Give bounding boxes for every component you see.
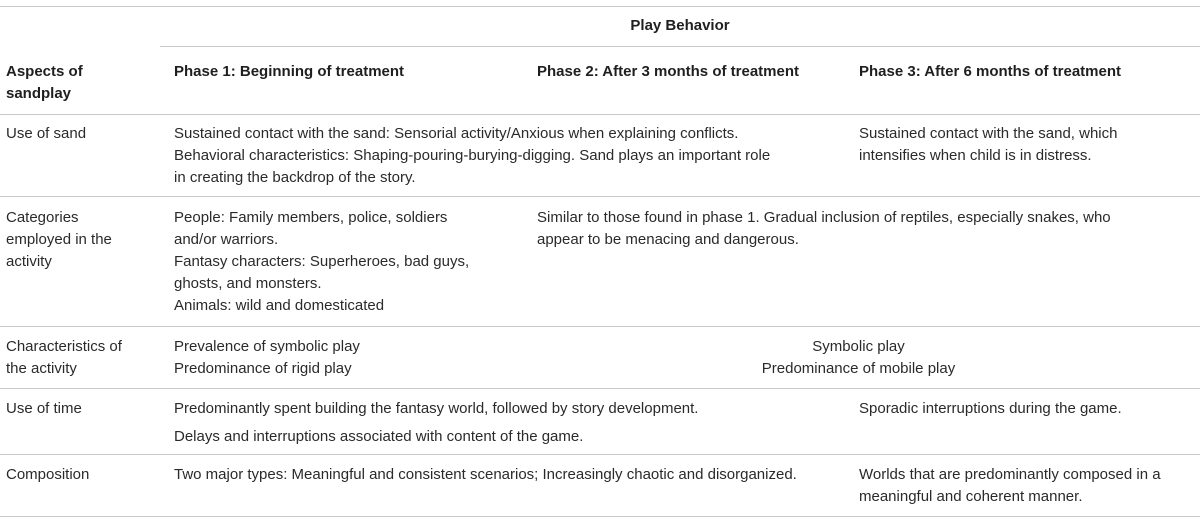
- composition-phase1-2: [174, 464, 797, 486]
- aspect-use-of-time: [6, 398, 82, 420]
- table-bottom-rule: [0, 516, 1200, 517]
- composition-phase3: [859, 464, 1161, 508]
- cell-line: Similar to those found in phase 1. Gradual inclusion of reptiles, especially snakes, who: [537, 209, 1111, 226]
- aspects-column-header: [6, 61, 83, 105]
- play-behavior-heading: Play Behavior: [630, 17, 730, 34]
- row-rule: [0, 326, 1200, 327]
- aspect-line: employed in the: [6, 231, 112, 248]
- aspect-line: Categories: [6, 209, 79, 226]
- row-rule: [0, 454, 1200, 455]
- cell-line: Predominance of mobile play: [761, 360, 956, 377]
- categories-phase1: [174, 207, 469, 317]
- cell-line: Symbolic play: [812, 338, 905, 355]
- cell-line: Worlds that are predominantly composed in a: [859, 466, 1161, 483]
- aspect-line: activity: [6, 253, 52, 270]
- aspect-line: the activity: [6, 360, 77, 377]
- use-of-sand-phase1-2: [174, 123, 770, 189]
- aspect-line: Characteristics of: [6, 338, 122, 355]
- header-line: Aspects of: [6, 63, 83, 80]
- cell-line: Fantasy characters: Superheroes, bad guys,: [174, 253, 470, 270]
- categories-phase2-3: [537, 207, 1111, 251]
- cell-line: Predominance of rigid play: [174, 360, 352, 377]
- characteristics-phase2-3: [537, 336, 1180, 380]
- cell-line: Sporadic interruptions during the game.: [859, 400, 1122, 417]
- cell-line: Sustained contact with the sand, which: [859, 125, 1118, 142]
- phase1-column-header: Phase 1: Beginning of treatment: [174, 63, 405, 80]
- cell-line: meaningful and coherent manner.: [859, 488, 1083, 505]
- cell-line: Delays and interruptions associated with content of the game.: [174, 428, 584, 445]
- header-bottom-rule: [0, 114, 1200, 115]
- aspect-categories: [6, 207, 112, 273]
- table-top-rule: [0, 6, 1200, 7]
- row-rule: [0, 388, 1200, 389]
- group-header-rule: [160, 46, 1200, 47]
- aspect-use-of-sand: [6, 123, 86, 145]
- cell-line: People: Family members, police, soldiers: [174, 209, 448, 226]
- row-rule: [0, 196, 1200, 197]
- phase2-column-header: Phase 2: After 3 months of treatment: [537, 63, 799, 80]
- use-of-sand-phase3: [859, 123, 1118, 167]
- cell-line: ghosts, and monsters.: [174, 275, 322, 292]
- use-of-time-phase1-2: [174, 398, 698, 448]
- cell-line: Behavioral characteristics: Shaping-pouring-burying-digging. Sand plays an important role: [174, 147, 771, 164]
- aspect-line: Use of sand: [6, 125, 87, 142]
- phase3-column-header: Phase 3: After 6 months of treatment: [859, 63, 1121, 80]
- cell-line: Predominantly spent building the fantasy world, followed by story development.: [174, 400, 699, 417]
- aspect-composition: [6, 464, 89, 486]
- cell-line: appear to be menacing and dangerous.: [537, 231, 799, 248]
- cell-line: Prevalence of symbolic play: [174, 338, 360, 355]
- cell-line: Sustained contact with the sand: Sensorial activity/Anxious when explaining conflicts.: [174, 125, 739, 142]
- characteristics-phase1: [174, 336, 360, 380]
- aspect-line: Use of time: [6, 400, 82, 417]
- cell-line: Two major types: Meaningful and consistent scenarios; Increasingly chaotic and disorganized.: [174, 466, 797, 483]
- aspect-line: Composition: [6, 466, 90, 483]
- aspect-characteristics: [6, 336, 122, 380]
- use-of-time-phase3: [859, 398, 1122, 420]
- cell-line: in creating the backdrop of the story.: [174, 169, 416, 186]
- cell-line: Animals: wild and domesticated: [174, 297, 385, 314]
- cell-line: intensifies when child is in distress.: [859, 147, 1092, 164]
- header-line: sandplay: [6, 85, 72, 102]
- cell-line: and/or warriors.: [174, 231, 279, 248]
